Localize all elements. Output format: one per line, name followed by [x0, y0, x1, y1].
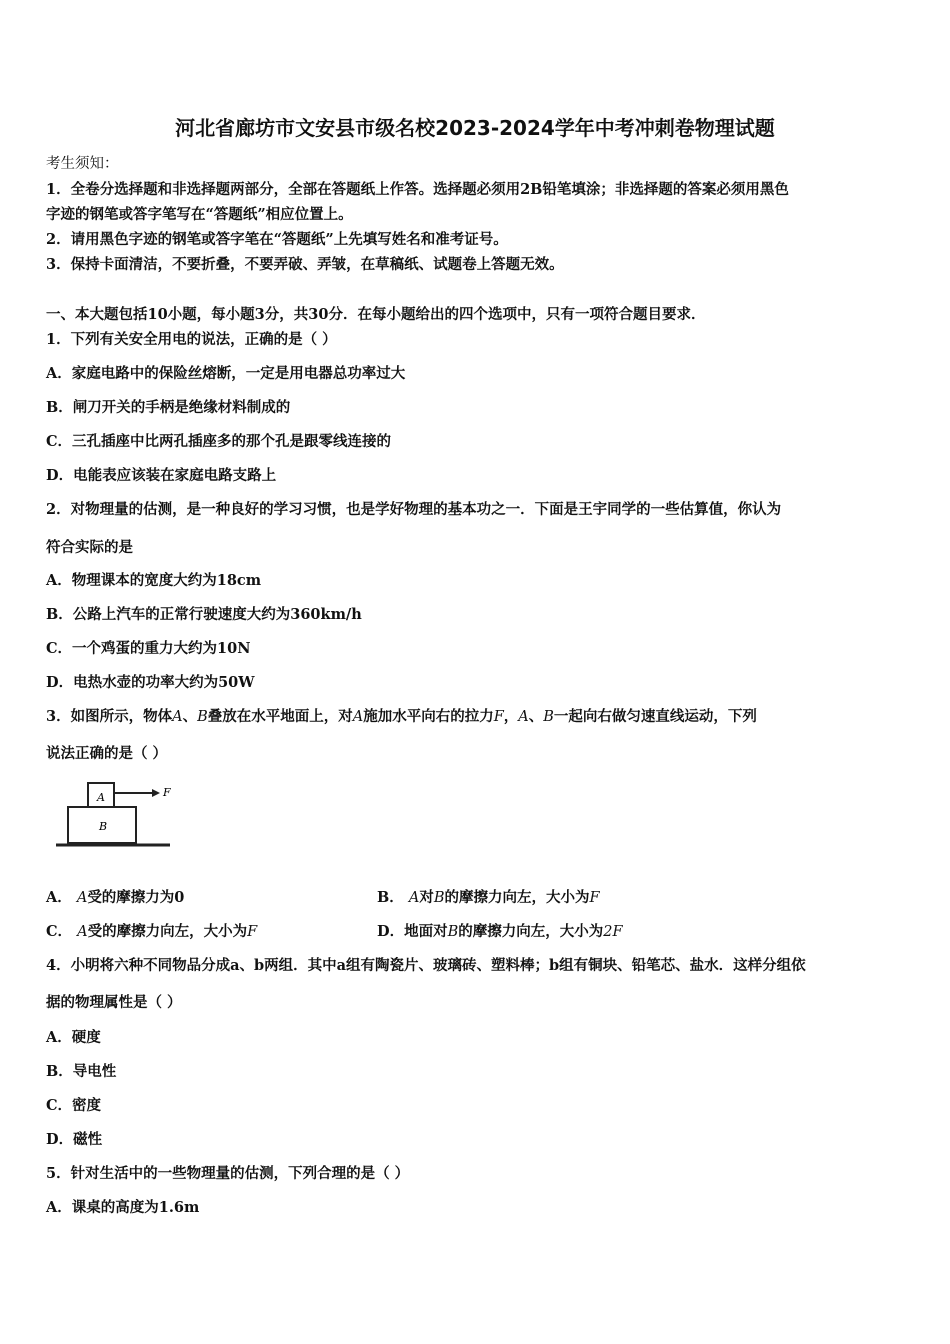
q1-option-c: C．三孔插座中比两孔插座多的那个孔是跟零线连接的: [46, 433, 392, 450]
q3-opt-b-var-a: A: [408, 890, 420, 906]
q4-option-a: A．硬度: [46, 1029, 101, 1046]
q3-opt-b-text: 的摩擦力向左，大小为: [444, 889, 590, 906]
fig-label-b: B: [99, 820, 108, 833]
q3-var-a-2: A: [352, 709, 364, 725]
q3-opt-c-var: A: [77, 924, 88, 940]
q3-opt-a-var: A: [76, 890, 88, 906]
q3-stem-e: 一起向右做匀速直线运动，下列: [553, 708, 757, 725]
q3-stem-c: 施加水平向右的拉力: [363, 708, 494, 725]
q3-option-d: [377, 920, 623, 941]
q3-opt-a-text: 受的摩擦力为0: [87, 889, 185, 906]
q3-opt-d-label: D．地面对: [377, 923, 448, 940]
q3-opt-b-var-f: F: [589, 890, 600, 906]
q3-var-f: F: [493, 709, 504, 725]
q3-opt-c-text: 受的摩擦力向左，大小为: [87, 923, 248, 940]
q3-opt-c-var-f: F: [247, 924, 258, 940]
q3-var-b: B: [197, 709, 208, 725]
q4-stem-cont: 据的物理属性是（ ）: [46, 994, 182, 1011]
q3-option-c: [46, 920, 257, 941]
q3-stem: [46, 705, 757, 726]
force-arrowhead: [152, 789, 160, 797]
q1-option-b: B．闸刀开关的手柄是绝缘材料制成的: [46, 399, 291, 416]
q3-opt-a-label: A．: [46, 889, 72, 906]
q3-var-a-3: A: [518, 709, 529, 725]
q3-opt-d-var-b: B: [447, 924, 459, 940]
q3-var-a: A: [172, 709, 183, 725]
section-heading: 一、本大题包括10小题，每小题3分，共30分．在每小题给出的四个选项中，只有一项符合题目要求．: [46, 306, 706, 323]
q3-stem-a: 3．如图所示，物体: [46, 708, 173, 725]
q3-option-b: [377, 886, 600, 907]
fig-label-f: F: [163, 786, 171, 799]
q3-option-a: [46, 886, 184, 907]
q1-option-a: A．家庭电路中的保险丝熔断，一定是用电器总功率过大: [46, 365, 406, 382]
q4-option-b: B．导电性: [46, 1063, 117, 1080]
q5-stem: 5．针对生活中的一些物理量的估测，下列合理的是（ ）: [46, 1165, 410, 1182]
q3-opt-d-text: 的摩擦力向左，大小为: [458, 923, 604, 940]
q3-opt-c-label: C．: [46, 923, 73, 940]
q1-stem: 1．下列有关安全用电的说法，正确的是（ ）: [46, 331, 337, 348]
fig-label-a: A: [97, 791, 105, 804]
q3-sep-2: 、: [528, 708, 544, 725]
notice-item-2: 2．请用黑色字迹的钢笔或答字笔在“答题纸”上先填写姓名和准考证号。: [46, 231, 508, 248]
q2-option-c: C．一个鸡蛋的重力大约为10N: [46, 640, 251, 657]
q3-opt-b-mid: 对: [419, 889, 434, 906]
q3-stem-cont: 说法正确的是（ ）: [46, 745, 168, 762]
notice-heading: 考生须知：: [46, 156, 119, 172]
notice-item-3: 3．保持卡面清洁，不要折叠，不要弄破、弄皱，在草稿纸、试题卷上答题无效。: [46, 256, 564, 273]
page-title: 河北省廊坊市文安县市级名校2023-2024学年中考冲刺卷物理试题: [175, 116, 775, 140]
q1-option-d: D．电能表应该装在家庭电路支路上: [46, 467, 277, 484]
q3-block-diagram: [52, 775, 172, 855]
notice-item-1: 1．全卷分选择题和非选择题两部分，全部在答题纸上作答。选择题必须用2B铅笔填涂；非选择题的答案必须用黑色: [46, 181, 789, 198]
notice-item-1-cont: 字迹的钢笔或答字笔写在“答题纸”相应位置上。: [46, 206, 353, 223]
q3-var-b-2: B: [543, 709, 554, 725]
q2-stem: 2．对物理量的估测，是一种良好的学习习惯，也是学好物理的基本功之一．下面是王宇同学的一些估算值，你认为: [46, 501, 782, 518]
q4-stem: 4．小明将六种不同物品分成a、b两组．其中a组有陶瓷片、玻璃砖、塑料棒；b组有铜块、铅笔芯、盐水．这样分组依: [46, 957, 806, 974]
q2-option-a: A．物理课本的宽度大约为18cm: [46, 572, 262, 589]
q2-option-b: B．公路上汽车的正常行驶速度大约为360km/h: [46, 606, 362, 623]
q2-stem-cont: 符合实际的是: [46, 539, 133, 556]
q4-option-d: D．磁性: [46, 1131, 103, 1148]
q3-sep: 、: [182, 708, 198, 725]
q2-option-d: D．电热水壶的功率大约为50W: [46, 674, 255, 691]
q3-opt-d-var-2f: 2F: [603, 924, 623, 940]
q3-opt-b-var-b: B: [433, 890, 445, 906]
q3-opt-b-label: B．: [377, 889, 404, 906]
q3-stem-b: 叠放在水平地面上，对: [207, 708, 353, 725]
q3-stem-d: ，: [503, 708, 519, 725]
q4-option-c: C．密度: [46, 1097, 102, 1114]
q5-option-a: A．课桌的高度为1.6m: [46, 1199, 200, 1216]
